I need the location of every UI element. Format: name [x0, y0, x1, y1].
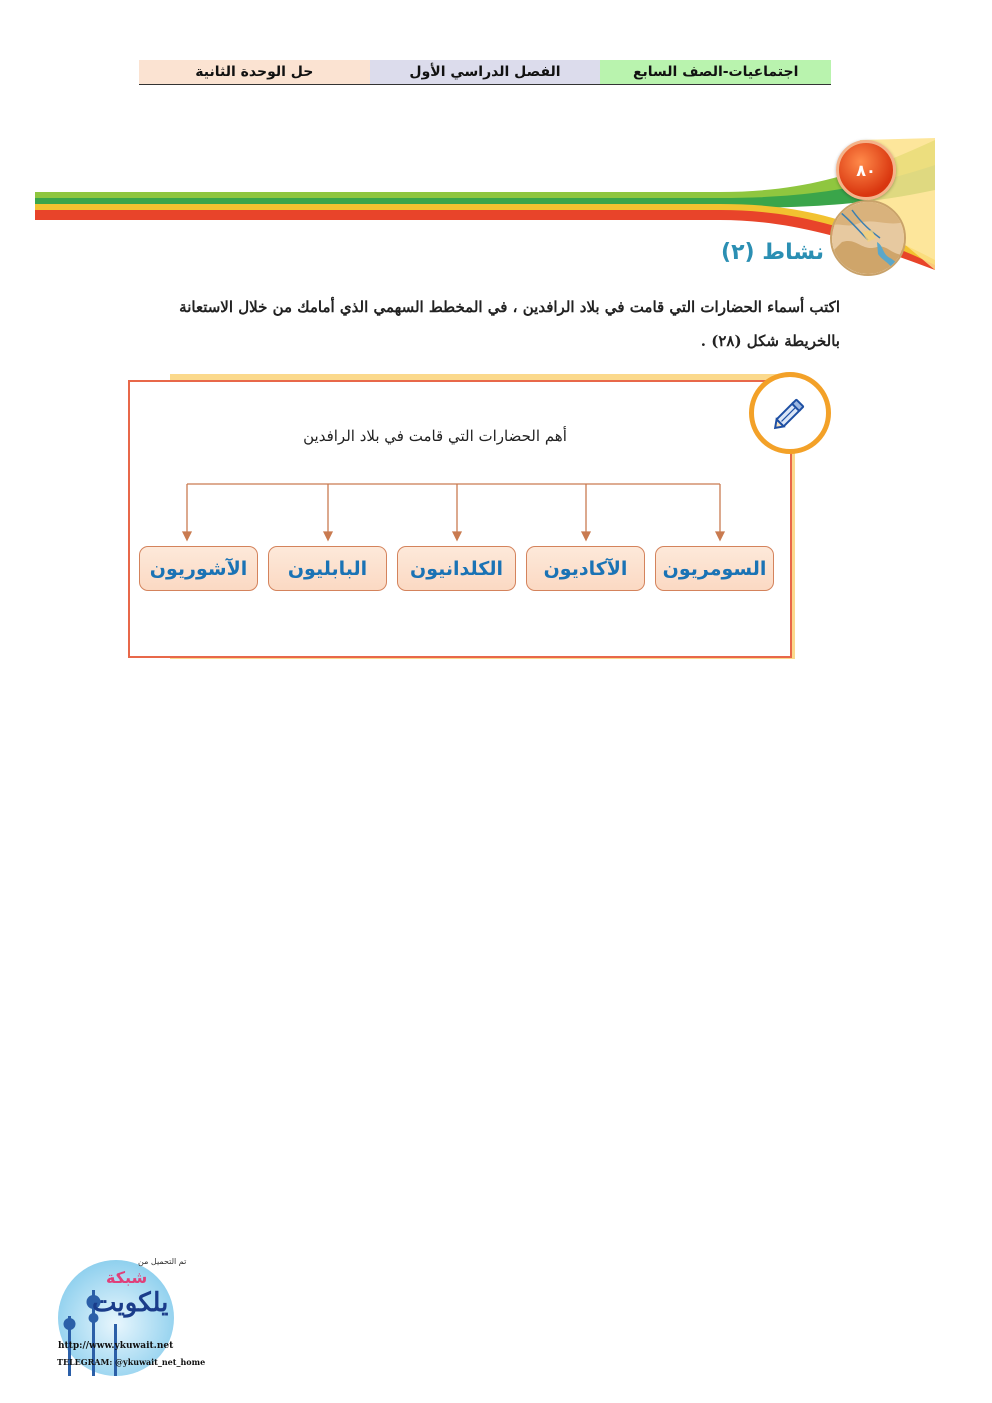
diagram-title: أهم الحضارات التي قامت في بلاد الرافدين — [303, 427, 567, 445]
civilization-box-babylonians: البابليون — [268, 546, 387, 591]
watermark-url[interactable]: http://www.ykuwait.net — [58, 1341, 174, 1351]
civilization-box-chaldeans: الكلدانيون — [397, 546, 516, 591]
header-bar — [139, 60, 831, 85]
header-cell-unit: حل الوحدة الثانية — [139, 60, 370, 84]
watermark-name-line1: شبكة — [106, 1268, 148, 1287]
watermark-small-text: تم التحميل من — [138, 1257, 187, 1266]
map-image — [832, 202, 904, 274]
civilization-box-assyrians: الآشوريون — [139, 546, 258, 591]
civilization-box-akkadians: الآكاديون — [526, 546, 645, 591]
pencil-badge — [749, 372, 831, 454]
civilization-box-sumerians: السومريون — [655, 546, 774, 591]
pencil-icon — [768, 391, 812, 435]
activity-title: نشاط (٢) — [721, 240, 824, 265]
page-number-badge — [836, 140, 896, 200]
watermark-telegram: TELEGRAM: @ykuwait_net_home — [57, 1357, 206, 1367]
header-cell-subject: اجتماعيات-الصف السابع — [600, 60, 831, 84]
diagram-connectors — [128, 470, 788, 550]
page-number: ٨٠ — [856, 160, 876, 180]
map-thumbnail — [830, 200, 906, 276]
header-cell-semester: الفصل الدراسي الأول — [370, 60, 601, 84]
activity-instructions: اكتب أسماء الحضارات التي قامت في بلاد الرافدين ، في المخطط السهمي الذي أمامك من خلال الاستعانة بالخريطة شكل (٢٨) . — [179, 298, 840, 350]
watermark-name-line2: يلكويت — [92, 1288, 169, 1318]
